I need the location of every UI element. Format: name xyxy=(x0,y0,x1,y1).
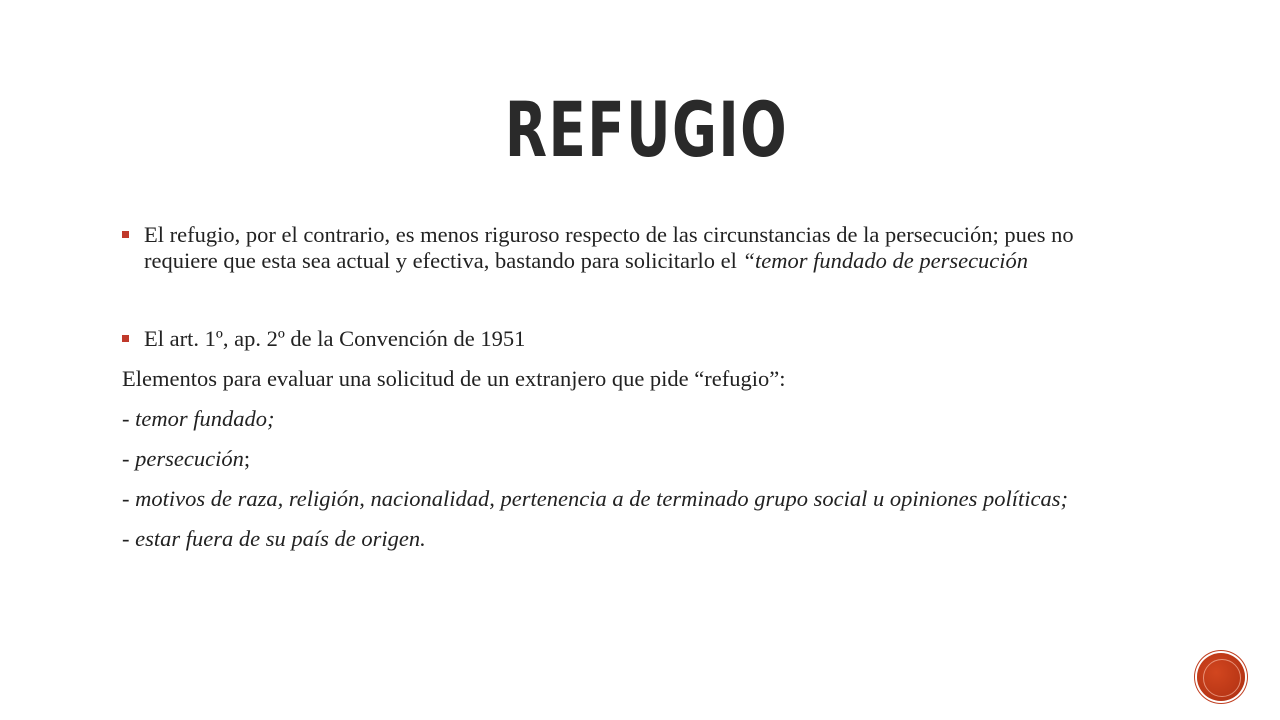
logo-ring xyxy=(1203,659,1241,697)
bullet-paragraph-2 xyxy=(122,326,1152,352)
list-item xyxy=(122,526,1152,552)
paragraph-2-text: El art. 1º, ap. 2º de la Convención de 1951 xyxy=(144,326,526,351)
slide-title-text: REFUGIO xyxy=(504,85,789,174)
list-item-text: estar fuera de su país de origen. xyxy=(135,526,426,551)
list-item xyxy=(122,446,1152,472)
list-item-dash: - xyxy=(122,486,136,511)
list-item-text: persecución xyxy=(135,446,244,471)
square-bullet-icon xyxy=(122,335,129,342)
list-item-suffix: ; xyxy=(243,446,251,471)
list-item-text: motivos de raza, religión, nacionalidad, pertenencia a de terminado grupo social u opiniones políticas; xyxy=(135,486,1068,511)
circle-logo-icon xyxy=(1197,653,1245,701)
list-item xyxy=(122,486,1152,512)
intro-line: Elementos para evaluar una solicitud de un extranjero que pide “refugio”: xyxy=(122,366,786,391)
list-item-dash: - xyxy=(122,526,136,551)
bullet-paragraph-1 xyxy=(122,222,1152,274)
list-item-text: temor fundado; xyxy=(135,406,275,431)
slide-title xyxy=(179,85,1101,174)
slide-body xyxy=(122,222,1152,552)
list-item xyxy=(122,406,1152,432)
paragraph-1-italic: “temor fundado de persecución xyxy=(742,248,1029,273)
list-item-dash: - xyxy=(122,446,136,471)
paragraph-1-text: El refugio, por el contrario, es menos riguroso respecto de las circunstancias de la persecución; pues no requiere que esta sea actual y efectiva, bastando para solicitarlo el xyxy=(144,222,1074,273)
list-item-dash: - xyxy=(122,406,136,431)
square-bullet-icon xyxy=(122,231,129,238)
